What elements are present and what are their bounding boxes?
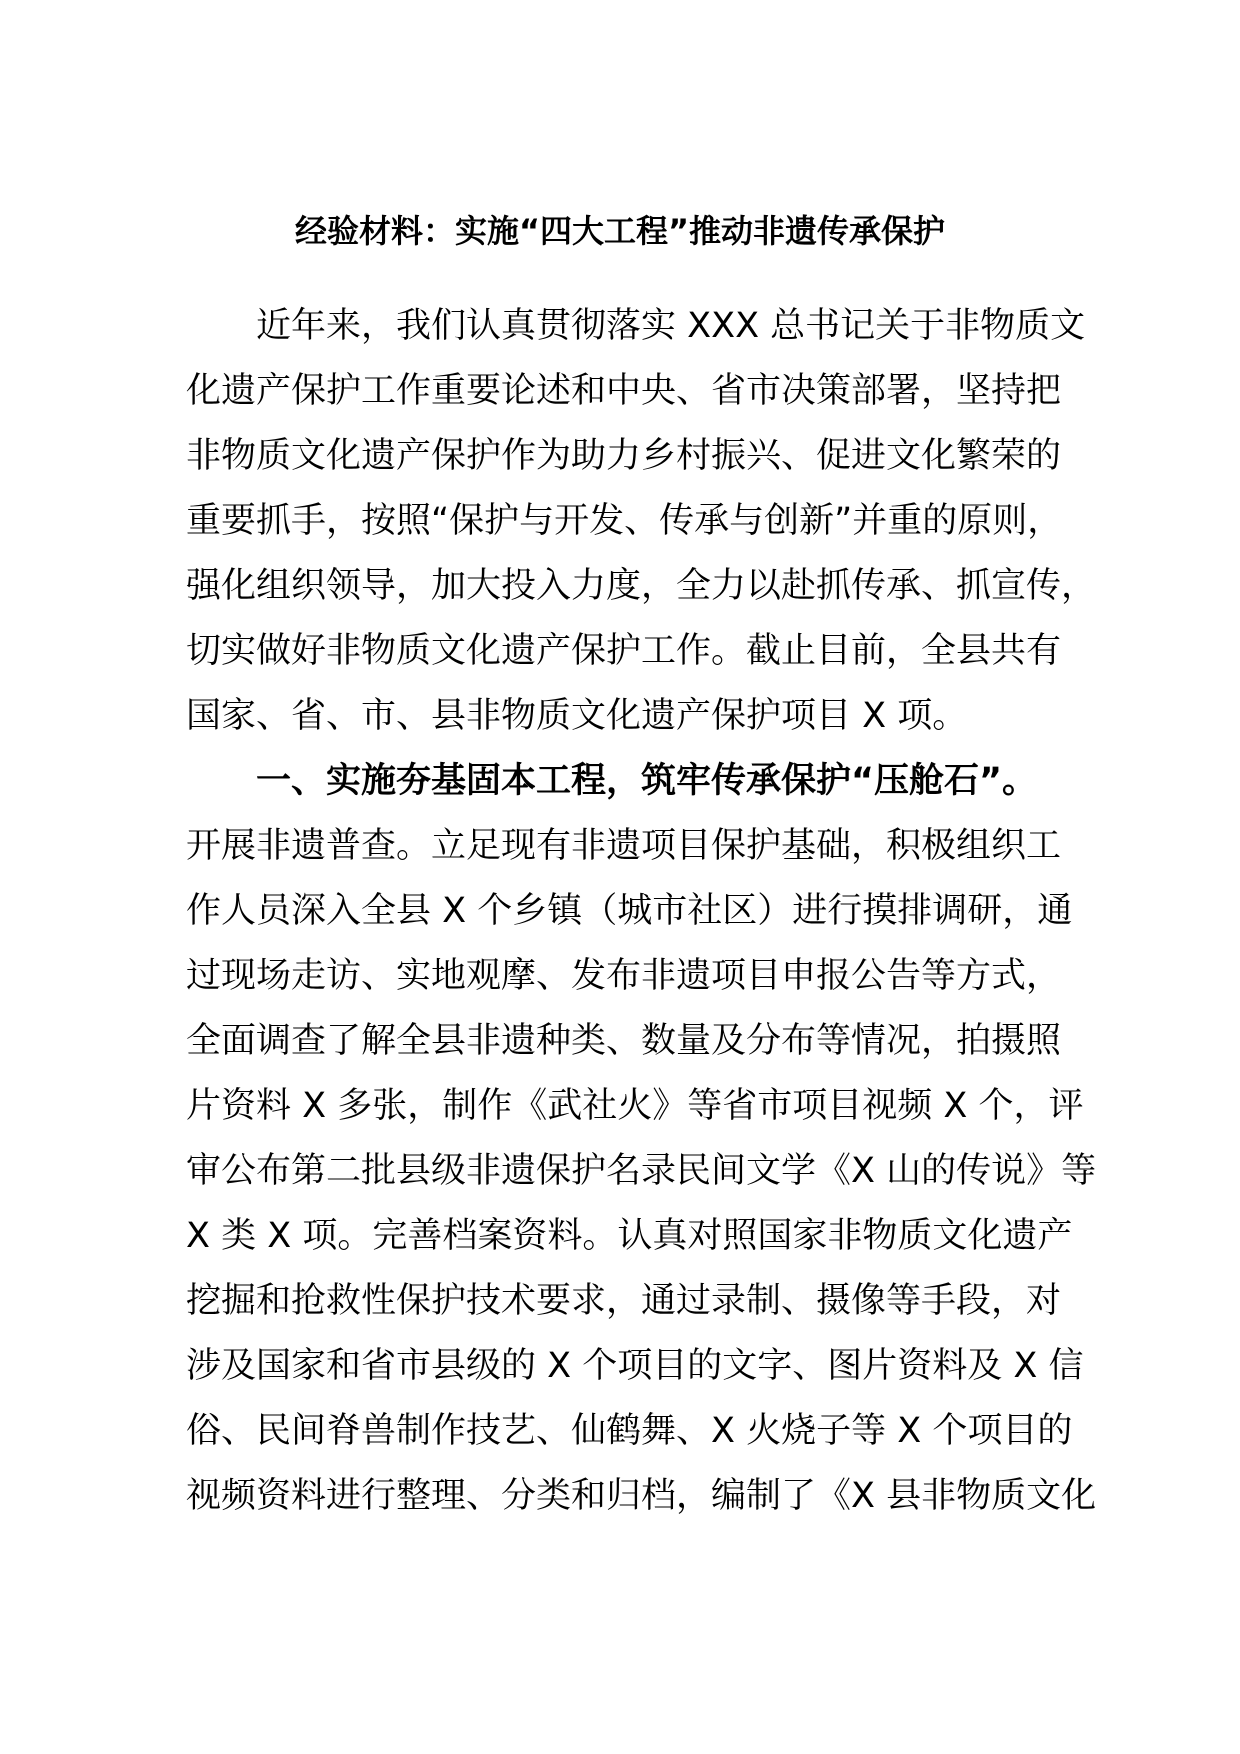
paragraph-line: 化遗产保护工作重要论述和中央、省市决策部署，坚持把: [186, 371, 1062, 411]
paragraph-line: 开展非遗普查。立足现有非遗项目保护基础，积极组织工: [186, 826, 1062, 866]
paragraph-line: 过现场走访、实地观摩、发布非遗项目申报公告等方式，: [186, 956, 1062, 996]
paragraph-line: 俗、民间脊兽制作技艺、仙鹤舞、X 火烧子等 X 个项目的: [186, 1411, 1073, 1451]
section-heading: 一、实施夯基固本工程，筑牢传承保护“压舱石”。: [256, 761, 1038, 801]
paragraph-line: 片资料 X 多张，制作《武社火》等省市项目视频 X 个，评: [186, 1086, 1084, 1126]
paragraph-line: 切实做好非物质文化遗产保护工作。截止目前，全县共有: [186, 631, 1062, 671]
paragraph-line: 国家、省、市、县非物质文化遗产保护项目 X 项。: [186, 696, 968, 736]
paragraph-line: 重要抓手，按照“保护与开发、传承与创新”并重的原则，: [186, 501, 1063, 541]
paragraph-line: X 类 X 项。完善档案资料。认真对照国家非物质文化遗产: [186, 1216, 1073, 1256]
paragraph-line: 全面调查了解全县非遗种类、数量及分布等情况，拍摄照: [186, 1021, 1062, 1061]
paragraph-line: 涉及国家和省市县级的 X 个项目的文字、图片资料及 X 信: [186, 1346, 1084, 1386]
paragraph-line: 非物质文化遗产保护作为助力乡村振兴、促进文化繁荣的: [186, 436, 1062, 476]
paragraph-line: 强化组织领导，加大投入力度，全力以赴抓传承、抓宣传，: [186, 566, 1097, 606]
paragraph-line: 审公布第二批县级非遗保护名录民间文学《X 山的传说》等: [186, 1151, 1097, 1191]
paragraph-line: 视频资料进行整理、分类和归档，编制了《X 县非物质文化: [186, 1476, 1097, 1516]
document-title: 经验材料：实施“四大工程”推动非遗传承保护: [294, 212, 946, 250]
document-body: [186, 294, 1097, 1529]
paragraph-line: 挖掘和抢救性保护技术要求，通过录制、摄像等手段，对: [186, 1281, 1062, 1321]
paragraph-line: 作人员深入全县 X 个乡镇（城市社区）进行摸排调研，通: [186, 891, 1073, 931]
paragraph-line: 近年来，我们认真贯彻落实 XXX 总书记关于非物质文: [256, 306, 1086, 346]
